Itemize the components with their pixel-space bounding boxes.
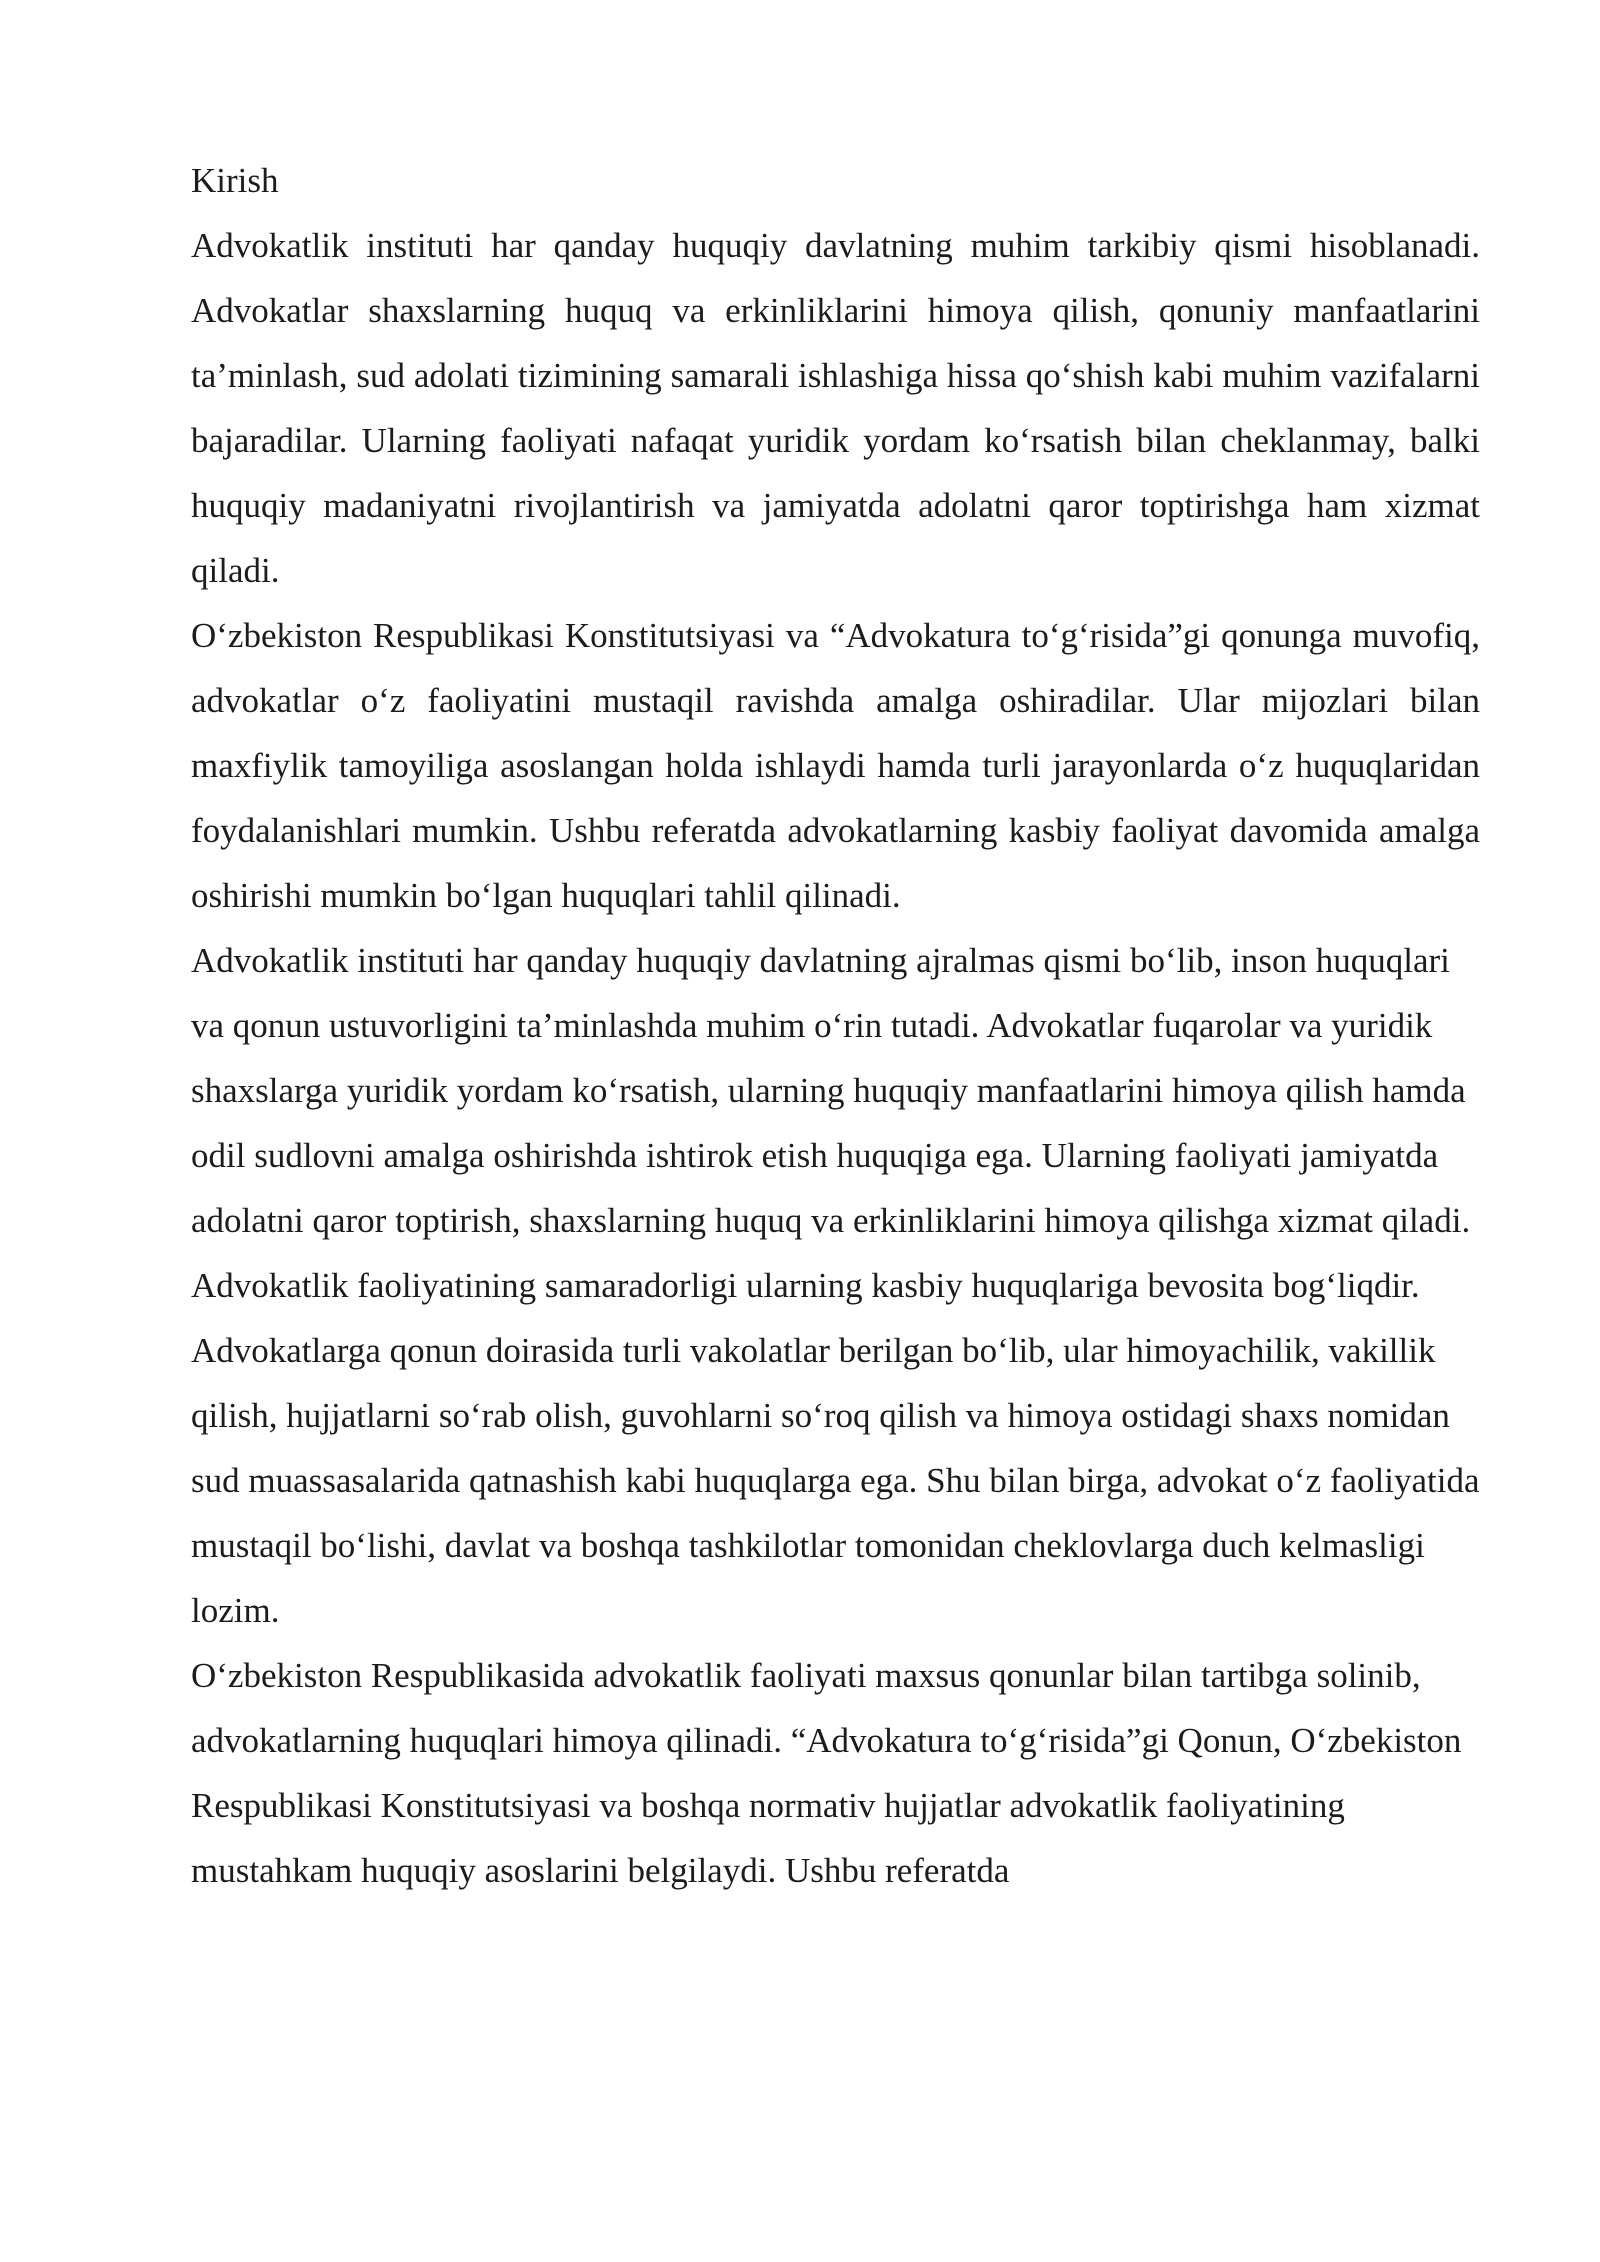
- paragraph-4: Advokatlik faoliyatining samaradorligi ularning kasbiy huquqlariga bevosita bog‘liqdir. Advokatlarga qonun doirasida turli vakolatlar berilgan bo‘lib, ular himoyachilik, vakillik qilish, hujjatlarni so‘rab olish, guvohlarni so‘roq qilish va himoya ostidagi shaxs nomidan sud muassasalarida qatnashish kabi huquqlarga ega. Shu bilan birga, advokat o‘z faoliyatida mustaqil bo‘lishi, davlat va boshqa tashkilotlar tomonidan cheklovlarga duch kelmasligi lozim.: [191, 1266, 1480, 1630]
- document-body: [191, 148, 1480, 1903]
- paragraph-2: O‘zbekiston Respublikasi Konstitutsiyasi va “Advokatura to‘g‘risida”gi qonunga muvofiq, advokatlar o‘z faoliyatini mustaqil ravishda amalga oshiradilar. Ular mijozlari bilan maxfiylik tamoyiliga asoslangan holda ishlaydi hamda turli jarayonlarda o‘z huquqlaridan foydalanishlari mumkin. Ushbu referatda advokatlarning kasbiy faoliyat davomida amalga oshirishi mumkin bo‘lgan huquqlari tahlil qilinadi.: [191, 616, 1480, 915]
- paragraph-3: Advokatlik instituti har qanday huquqiy davlatning ajralmas qismi bo‘lib, inson huquqlari va qonun ustuvorligini ta’minlashda muhim o‘rin tutadi. Advokatlar fuqarolar va yuridik shaxslarga yuridik yordam ko‘rsatish, ularning huquqiy manfaatlarini himoya qilish hamda odil sudlovni amalga oshirishda ishtirok etish huquqiga ega. Ularning faoliyati jamiyatda adolatni qaror toptirish, shaxslarning huquq va erkinliklarini himoya qilishga xizmat qiladi.: [191, 941, 1471, 1240]
- section-heading: Kirish: [191, 161, 279, 200]
- paragraph-5: O‘zbekiston Respublikasida advokatlik faoliyati maxsus qonunlar bilan tartibga solinib, advokatlarning huquqlari himoya qilinadi. “Advokatura to‘g‘risida”gi Qonun, O‘zbekiston Respublikasi Konstitutsiyasi va boshqa normativ hujjatlar advokatlik faoliyatining mustahkam huquqiy asoslarini belgilaydi. Ushbu referatda: [191, 1656, 1462, 1890]
- paragraph-1: Advokatlik instituti har qanday huquqiy davlatning muhim tarkibiy qismi hisoblanadi. Advokatlar shaxslarning huquq va erkinliklarini himoya qilish, qonuniy manfaatlarini ta’minlash, sud adolati tizimining samarali ishlashiga hissa qo‘shish kabi muhim vazifalarni bajaradilar. Ularning faoliyati nafaqat yuridik yordam ko‘rsatish bilan cheklanmay, balki huquqiy madaniyatni rivojlantirish va jamiyatda adolatni qaror toptirishga ham xizmat qiladi.: [191, 226, 1480, 590]
